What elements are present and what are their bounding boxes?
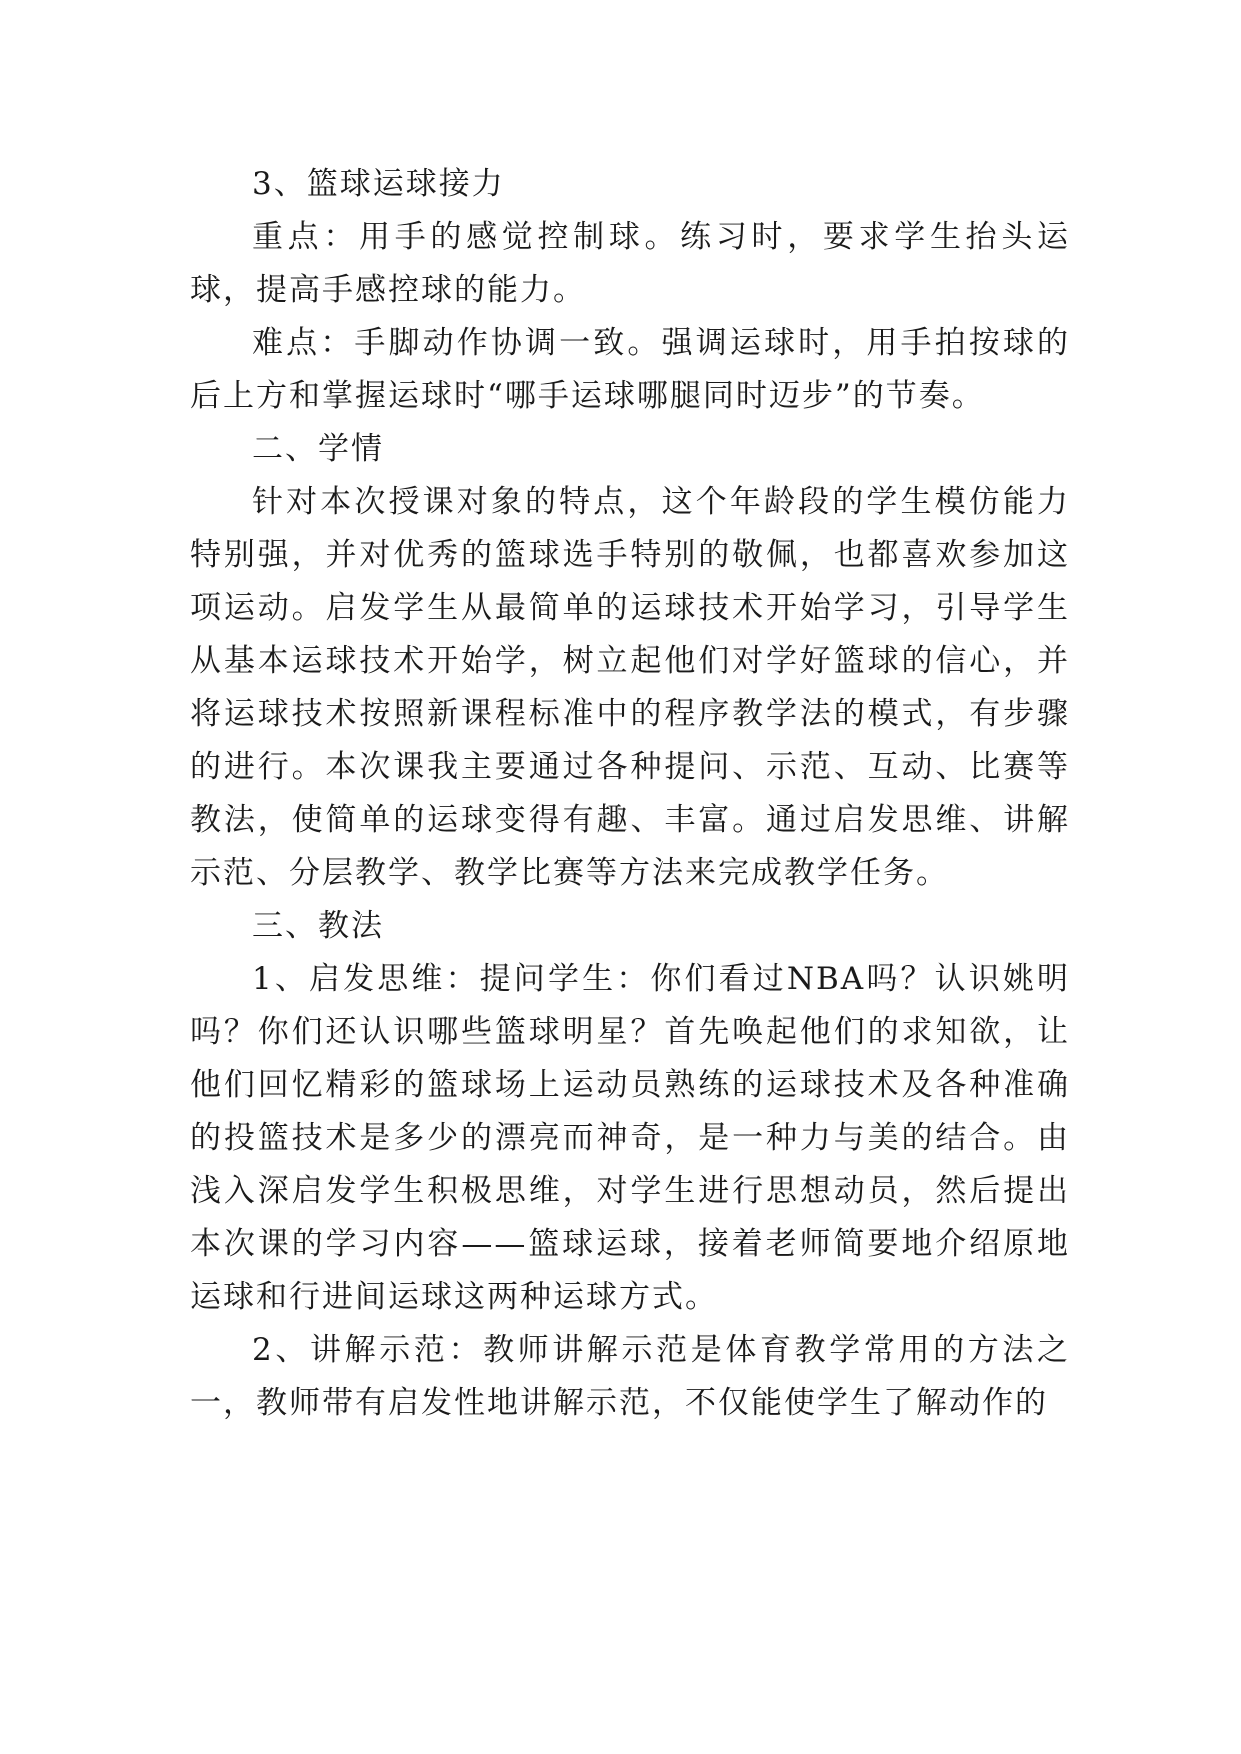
section-heading-basketball-relay: 3、篮球运球接力 <box>252 166 505 202</box>
section-heading-teaching-method: 三、教法 <box>252 908 384 944</box>
section-heading-student-analysis: 二、学情 <box>252 431 384 467</box>
paragraph-student-analysis: 针对本次授课对象的特点，这个年龄段的学生模仿能力特别强，并对优秀的篮球选手特别的敬佩，也都喜欢参加这项运动。启发学生从最简单的运球技术开始学习，引导学生从基本运球技术开始学，树立起他们对学好篮球的信心，并将运球技术按照新课程标准中的程序教学法的模式，有步骤的进行。本次课我主要通过各种提问、示范、互动、比赛等教法，使简单的运球变得有趣、丰富。通过启发思维、讲解示范、分层教学、教学比赛等方法来完成教学任务。 <box>190 484 1070 891</box>
document-page <box>190 158 1070 1430</box>
paragraph-key-point: 重点：用手的感觉控制球。练习时，要求学生抬头运球，提高手感控球的能力。 <box>190 219 1070 308</box>
paragraph-demonstration: 2、讲解示范：教师讲解示范是体育教学常用的方法之一，教师带有启发性地讲解示范，不仅能使学生了解动作的 <box>190 1332 1070 1421</box>
paragraph-inspire-thinking: 1、启发思维：提问学生：你们看过NBA吗？认识姚明吗？你们还认识哪些篮球明星？首先唤起他们的求知欲，让他们回忆精彩的篮球场上运动员熟练的运球技术及各种准确的投篮技术是多少的漂亮而神奇，是一种力与美的结合。由浅入深启发学生积极思维，对学生进行思想动员，然后提出本次课的学习内容——篮球运球，接着老师简要地介绍原地运球和行进间运球这两种运球方式。 <box>190 961 1070 1315</box>
paragraph-difficulty: 难点：手脚动作协调一致。强调运球时，用手拍按球的后上方和掌握运球时“哪手运球哪腿同时迈步”的节奏。 <box>190 325 1070 414</box>
